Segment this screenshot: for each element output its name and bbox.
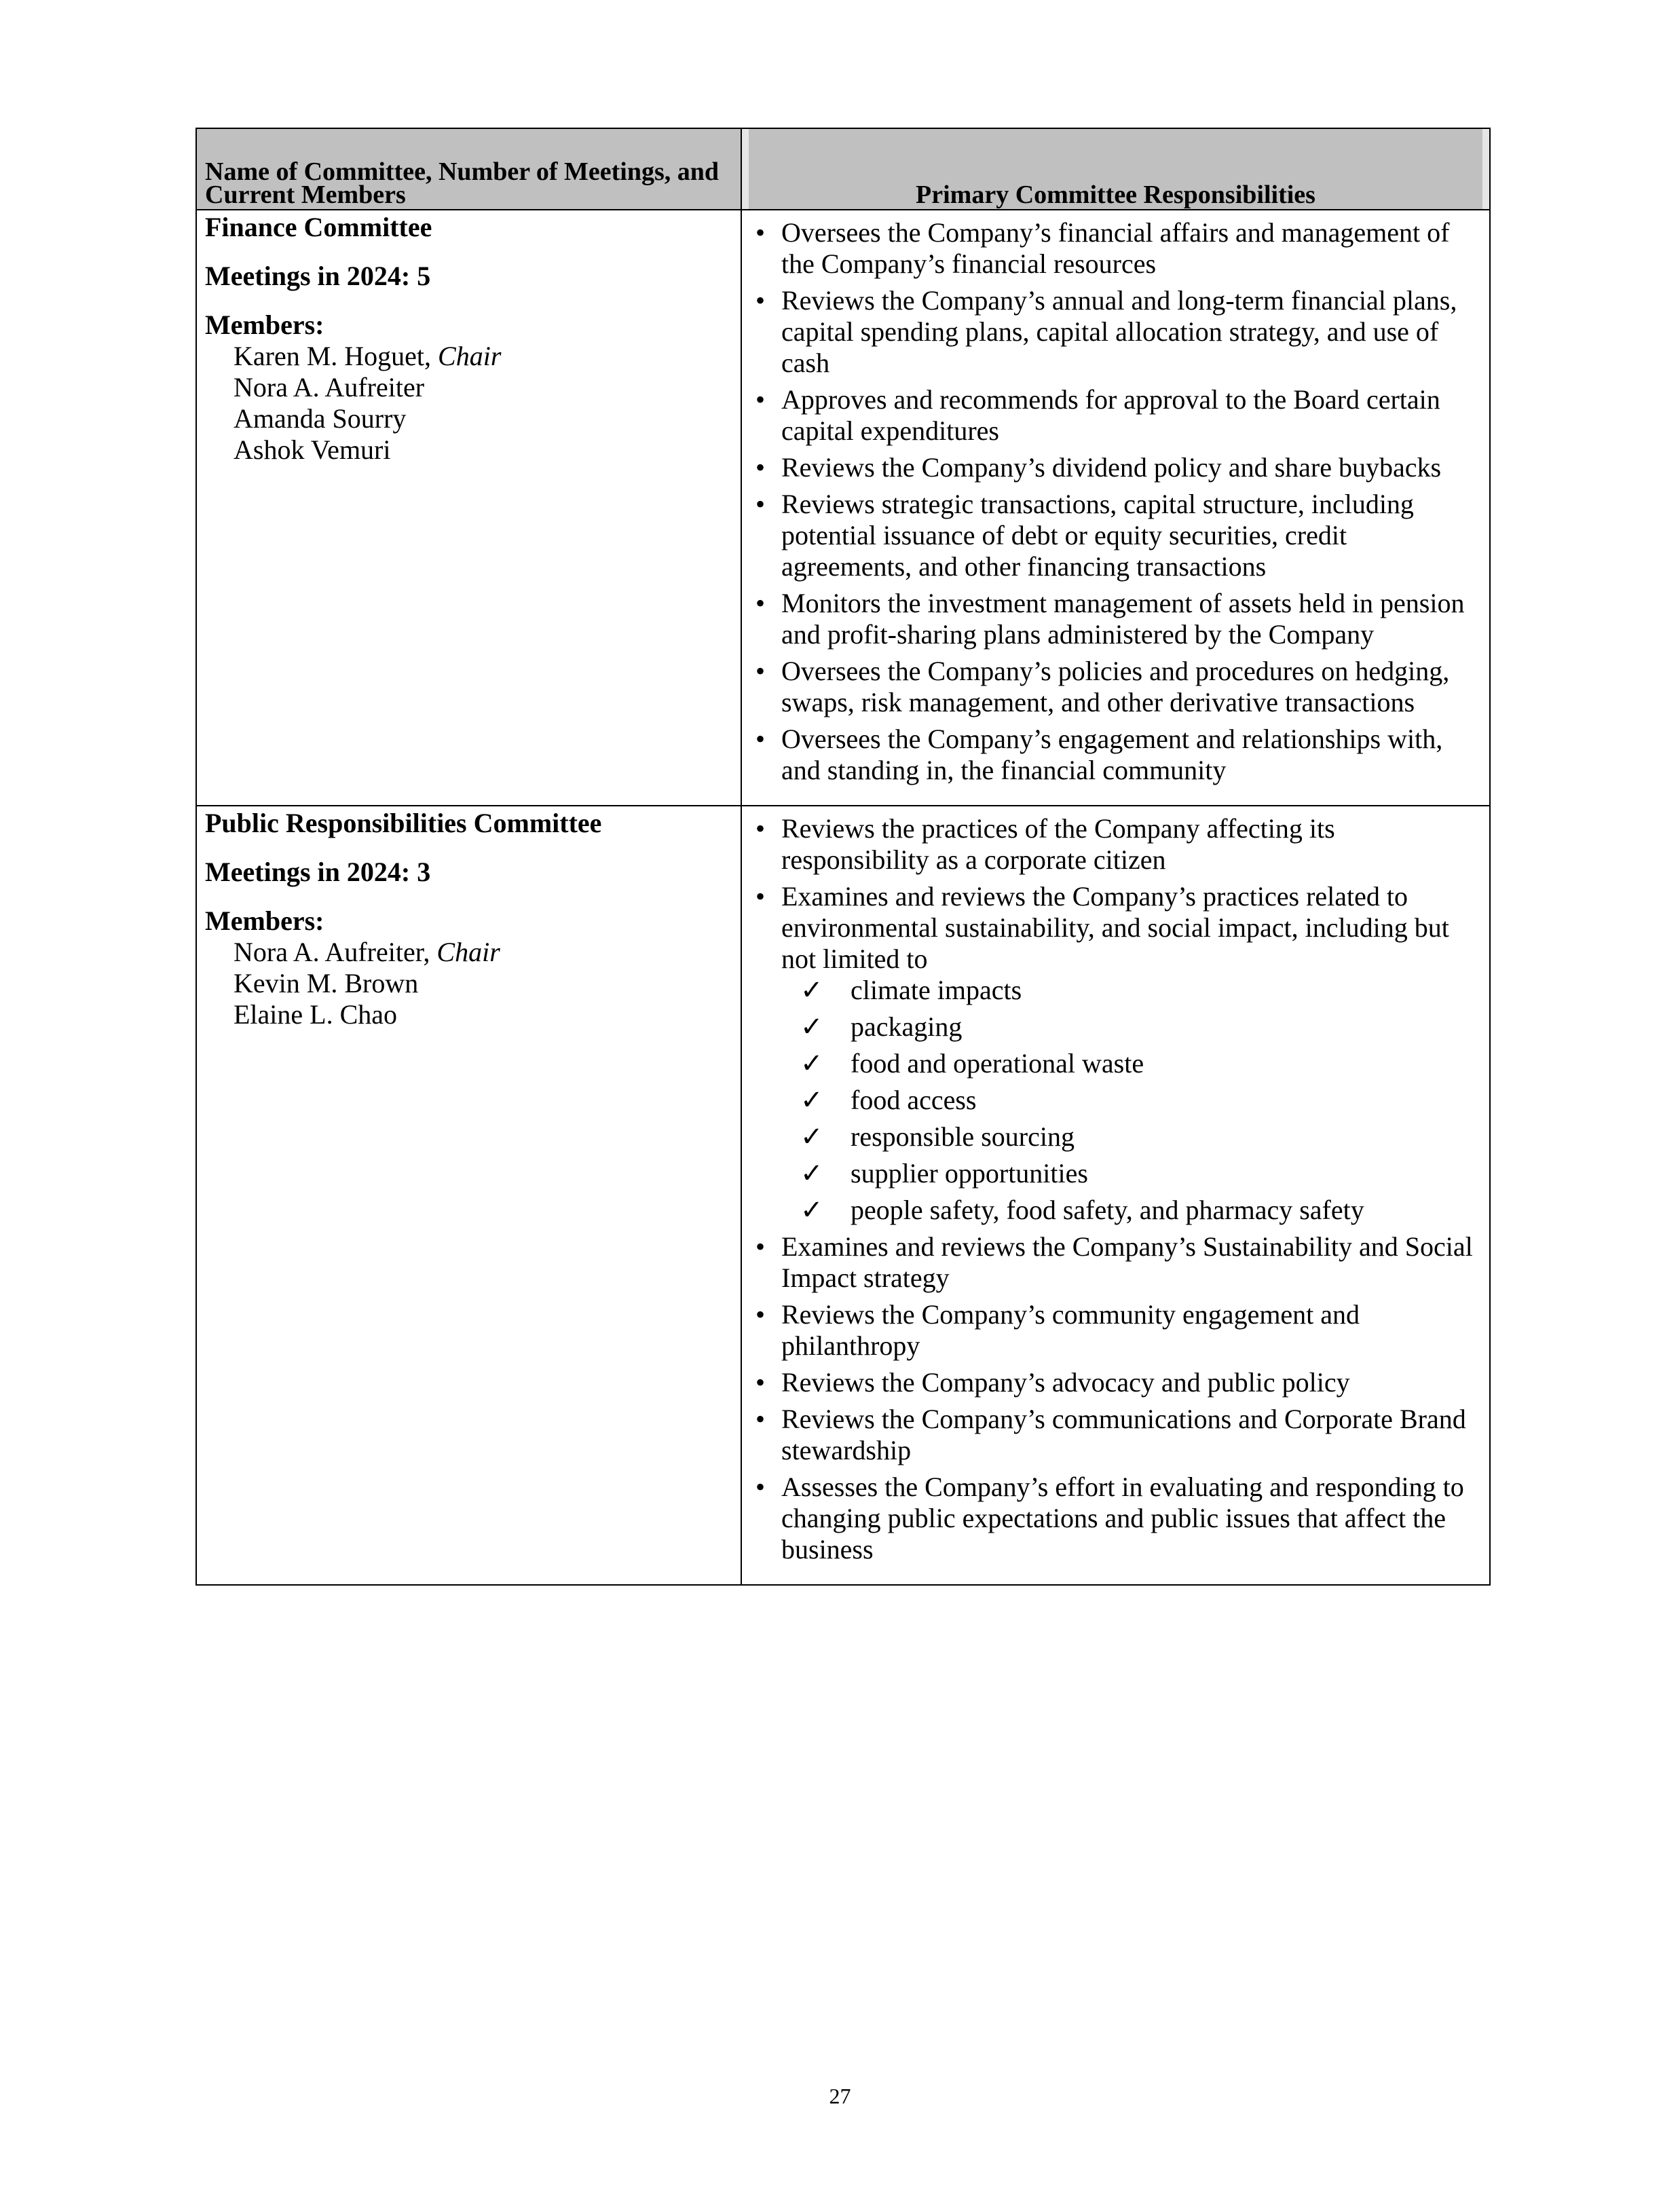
- checkmark-icon: ✓: [800, 1158, 823, 1189]
- members-label: Members:: [205, 905, 324, 936]
- checkmark-icon: ✓: [800, 1011, 823, 1042]
- member-item: [234, 999, 732, 1030]
- responsibilities-cell: [741, 210, 1490, 806]
- responsibility-item: [755, 285, 1476, 379]
- committee-name: Finance Committee: [205, 212, 432, 242]
- bullet-icon: •: [755, 217, 766, 248]
- responsibility-item: [755, 1472, 1476, 1565]
- responsibility-text: Examines and reviews the Company’s practices related to environmental sustainability, and social impact, including but not limited to: [781, 881, 1449, 974]
- table-row: [196, 210, 1490, 806]
- responsibility-text: Oversees the Company’s policies and procedures on hedging, swaps, risk management, and other derivative transactions: [781, 656, 1450, 717]
- checklist-text: responsible sourcing: [851, 1121, 1075, 1152]
- header-responsibilities: Primary Committee Responsibilities: [741, 128, 1490, 210]
- checklist-item: [800, 1048, 1476, 1079]
- member-item: [234, 341, 732, 372]
- responsibility-text: Approves and recommends for approval to the Board certain capital expenditures: [781, 384, 1440, 446]
- bullet-icon: •: [755, 656, 766, 686]
- checklist-text: supplier opportunities: [851, 1158, 1088, 1189]
- checklist-text: packaging: [851, 1011, 963, 1042]
- member-name: Karen M. Hoguet,: [234, 341, 438, 371]
- checklist-item: [800, 975, 1476, 1006]
- checklist-item: [800, 1121, 1476, 1153]
- responsibility-text: Examines and reviews the Company’s Sustainability and Social Impact strategy: [781, 1231, 1473, 1293]
- bullet-icon: •: [755, 881, 766, 912]
- checklist-text: people safety, food safety, and pharmacy safety: [851, 1195, 1364, 1225]
- responsibility-item: [755, 724, 1476, 786]
- checklist-item: [800, 1011, 1476, 1043]
- bullet-icon: •: [755, 1404, 766, 1434]
- responsibility-item: [755, 656, 1476, 718]
- responsibility-item: [755, 384, 1476, 447]
- member-item: [234, 434, 732, 466]
- table-header-row: [196, 128, 1490, 210]
- committee-name: Public Responsibilities Committee: [205, 808, 602, 838]
- bullet-icon: •: [755, 813, 766, 844]
- bullet-icon: •: [755, 1299, 766, 1330]
- members-list: [205, 937, 732, 1030]
- member-name: Amanda Sourry: [234, 403, 407, 434]
- member-role: Chair: [438, 341, 502, 371]
- member-item: [234, 372, 732, 403]
- responsibility-item: [755, 1299, 1476, 1362]
- checkmark-icon: ✓: [800, 1195, 823, 1225]
- checklist-item: [800, 1195, 1476, 1226]
- responsibility-text: Oversees the Company’s financial affairs and management of the Company’s financial resources: [781, 217, 1450, 279]
- responsibilities-cell: [741, 806, 1490, 1585]
- checklist-item: [800, 1158, 1476, 1189]
- responsibility-item: [755, 1231, 1476, 1294]
- responsibility-text: Reviews the Company’s dividend policy and share buybacks: [781, 452, 1442, 483]
- page-number: 27: [829, 2084, 851, 2108]
- member-role: Chair: [436, 937, 500, 967]
- responsibility-text: Reviews the Company’s communications and Corporate Brand stewardship: [781, 1404, 1466, 1465]
- bullet-icon: •: [755, 1472, 766, 1502]
- checkmark-icon: ✓: [800, 1048, 823, 1079]
- bullet-icon: •: [755, 724, 766, 754]
- member-item: [234, 937, 732, 968]
- responsibility-item: [755, 588, 1476, 650]
- checkmark-icon: ✓: [800, 1121, 823, 1152]
- checkmark-icon: ✓: [800, 1085, 823, 1115]
- responsibility-text: Reviews the Company’s advocacy and public policy: [781, 1367, 1350, 1398]
- responsibility-item: [755, 1404, 1476, 1466]
- member-name: Nora A. Aufreiter: [234, 372, 425, 403]
- checklist-text: food access: [851, 1085, 977, 1115]
- member-name: Kevin M. Brown: [234, 968, 419, 998]
- responsibility-item: [755, 881, 1476, 1226]
- responsibility-item: [755, 217, 1476, 280]
- meetings-count: Meetings in 2024: 3: [205, 857, 431, 887]
- bullet-icon: •: [755, 1367, 766, 1398]
- responsibility-text: Reviews strategic transactions, capital structure, including potential issuance of debt or equity securities, credit agreements, and other financing transactions: [781, 489, 1414, 582]
- responsibility-item: [755, 1367, 1476, 1398]
- committee-info-cell: [196, 210, 741, 806]
- table-body: [196, 210, 1490, 1585]
- responsibility-text: Monitors the investment management of assets held in pension and profit-sharing plans administered by the Company: [781, 588, 1465, 650]
- responsibilities-list: [755, 813, 1476, 1565]
- member-name: Nora A. Aufreiter,: [234, 937, 437, 967]
- member-item: [234, 968, 732, 999]
- checklist-item: [800, 1085, 1476, 1116]
- bullet-icon: •: [755, 452, 766, 483]
- checkmark-icon: ✓: [800, 975, 823, 1005]
- checklist-text: climate impacts: [851, 975, 1022, 1005]
- responsibility-text: Oversees the Company’s engagement and relationships with, and standing in, the financial community: [781, 724, 1443, 785]
- meetings-count: Meetings in 2024: 5: [205, 261, 431, 291]
- responsibility-text: Reviews the practices of the Company affecting its responsibility as a corporate citizen: [781, 813, 1335, 875]
- committee-info-cell: [196, 806, 741, 1585]
- bullet-icon: •: [755, 285, 766, 316]
- member-item: [234, 403, 732, 434]
- member-name: Elaine L. Chao: [234, 999, 398, 1030]
- responsibility-item: [755, 489, 1476, 582]
- members-list: [205, 341, 732, 466]
- checklist: [781, 975, 1476, 1226]
- responsibility-text: Reviews the Company’s annual and long-term financial plans, capital spending plans, capital allocation strategy, and use of cash: [781, 285, 1457, 378]
- responsibility-text: Reviews the Company’s community engagement and philanthropy: [781, 1299, 1360, 1361]
- bullet-icon: •: [755, 1231, 766, 1262]
- bullet-icon: •: [755, 489, 766, 519]
- responsibilities-list: [755, 217, 1476, 786]
- members-label: Members:: [205, 310, 324, 340]
- responsibility-item: [755, 452, 1476, 483]
- header-committee-name: Name of Committee, Number of Meetings, and Current Members: [196, 128, 741, 210]
- checklist-text: food and operational waste: [851, 1048, 1144, 1079]
- table-row: [196, 806, 1490, 1585]
- member-name: Ashok Vemuri: [234, 434, 391, 465]
- bullet-icon: •: [755, 384, 766, 415]
- responsibility-text: Assesses the Company’s effort in evaluating and responding to changing public expectations and public issues that affect the business: [781, 1472, 1464, 1565]
- bullet-icon: •: [755, 588, 766, 618]
- responsibility-item: [755, 813, 1476, 876]
- committee-table: [195, 128, 1491, 1586]
